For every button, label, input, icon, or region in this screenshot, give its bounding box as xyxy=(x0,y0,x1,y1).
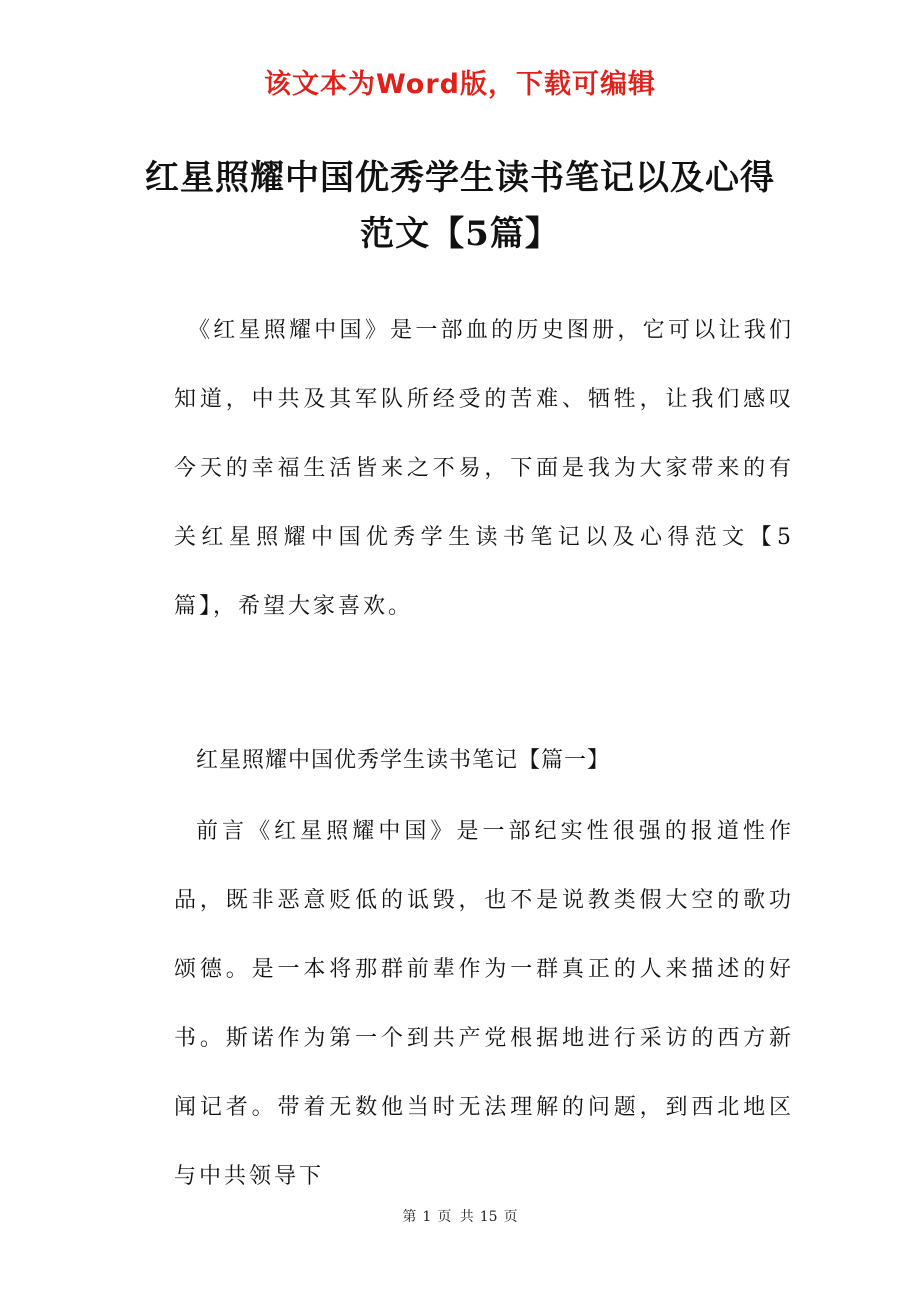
title-line-1: 红星照耀中国优秀学生读书笔记以及心得 xyxy=(145,158,775,198)
footer-label-end: 页 xyxy=(503,1209,518,1225)
download-banner: 该文本为Word版，下载可编辑 xyxy=(263,69,656,100)
document-title xyxy=(120,150,800,262)
section-heading: 红星照耀中国优秀学生读书笔记【篇一】 xyxy=(196,748,611,773)
footer-label-of: 页 共 xyxy=(437,1209,474,1225)
footer-label-page: 第 xyxy=(402,1209,417,1225)
title-line-2: 范文【5篇】 xyxy=(360,214,560,254)
page-footer xyxy=(0,1206,920,1226)
current-page-number: 1 xyxy=(422,1209,432,1225)
total-pages-number: 15 xyxy=(479,1209,498,1225)
body-paragraph: 前言《红星照耀中国》是一部纪实性很强的报道性作品，既非恶意贬低的诋毁，也不是说教类假大空的歌功颂德。是一本将那群前辈作为一群真正的人来描述的好书。斯诺作为第一个到共产党根据地进行采访的西方新闻记者。带着无数他当时无法理解的问题，到西北地区与中共领导下 xyxy=(174,819,794,1189)
intro-paragraph: 《红星照耀中国》是一部血的历史图册，它可以让我们知道，中共及其军队所经受的苦难、牺牲，让我们感叹今天的幸福生活皆来之不易，下面是我为大家带来的有关红星照耀中国优秀学生读书笔记以及心得范文【5篇】，希望大家喜欢。 xyxy=(174,318,794,619)
